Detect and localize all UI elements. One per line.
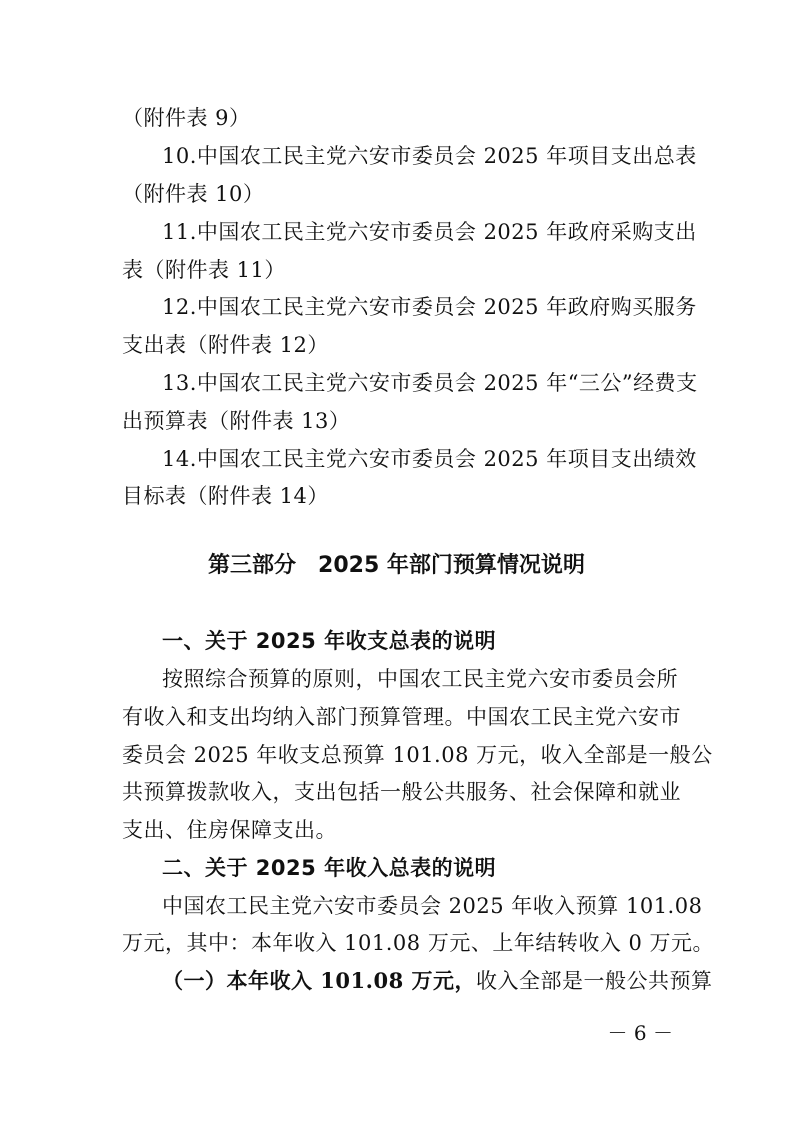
attachment-11-line2: 表（附件表 11） (122, 258, 286, 282)
section-2-item-1 (162, 967, 713, 995)
attachment-12-line2: 支出表（附件表 12） (122, 333, 329, 357)
attachment-14-line1: 14.中国农工民主党六安市委员会 2025 年项目支出绩效 (162, 447, 697, 471)
attachment-10-line1: 10.中国农工民主党六安市委员会 2025 年项目支出总表 (162, 144, 697, 168)
attachment-13-line2: 出预算表（附件表 13） (122, 409, 351, 433)
attachment-12-line1: 12.中国农工民主党六安市委员会 2025 年政府购买服务 (162, 295, 697, 319)
attachment-11-line1: 11.中国农工民主党六安市委员会 2025 年政府采购支出 (162, 220, 697, 244)
section-2-title: 二、关于 2025 年收入总表的说明 (162, 856, 497, 880)
section-2-line-2: 万元，其中：本年收入 101.08 万元、上年结转收入 0 万元。 (122, 931, 715, 955)
section-1-line-4: 共预算拨款收入，支出包括一般公共服务、社会保障和就业 (122, 780, 681, 804)
section-2-item-1-rest: 收入全部是一般公共预算 (476, 969, 713, 993)
attachment-10-line2: （附件表 10） (122, 182, 265, 206)
attachment-13-line1: 13.中国农工民主党六安市委员会 2025 年“三公”经费支 (162, 371, 698, 395)
section-1-line-2: 有收入和支出均纳入部门预算管理。中国农工民主党六安市 (122, 705, 681, 729)
page-number: － 6 － (607, 1021, 673, 1045)
attachment-14-line2: 目标表（附件表 14） (122, 484, 329, 508)
section-1-line-3: 委员会 2025 年收支总预算 101.08 万元，收入全部是一般公 (122, 743, 713, 767)
section-1-title: 一、关于 2025 年收支总表的说明 (162, 629, 497, 653)
section-1-line-1: 按照综合预算的原则，中国农工民主党六安市委员会所 (162, 667, 678, 691)
section-2-item-1-bold: （一）本年收入 101.08 万元， (162, 968, 476, 993)
section-2-line-1: 中国农工民主党六安市委员会 2025 年收入预算 101.08 (162, 894, 703, 918)
attachment-9-line: （附件表 9） (122, 106, 251, 130)
part-three-heading: 第三部分 2025 年部门预算情况说明 (208, 553, 585, 578)
section-1-line-5: 支出、住房保障支出。 (122, 818, 337, 842)
